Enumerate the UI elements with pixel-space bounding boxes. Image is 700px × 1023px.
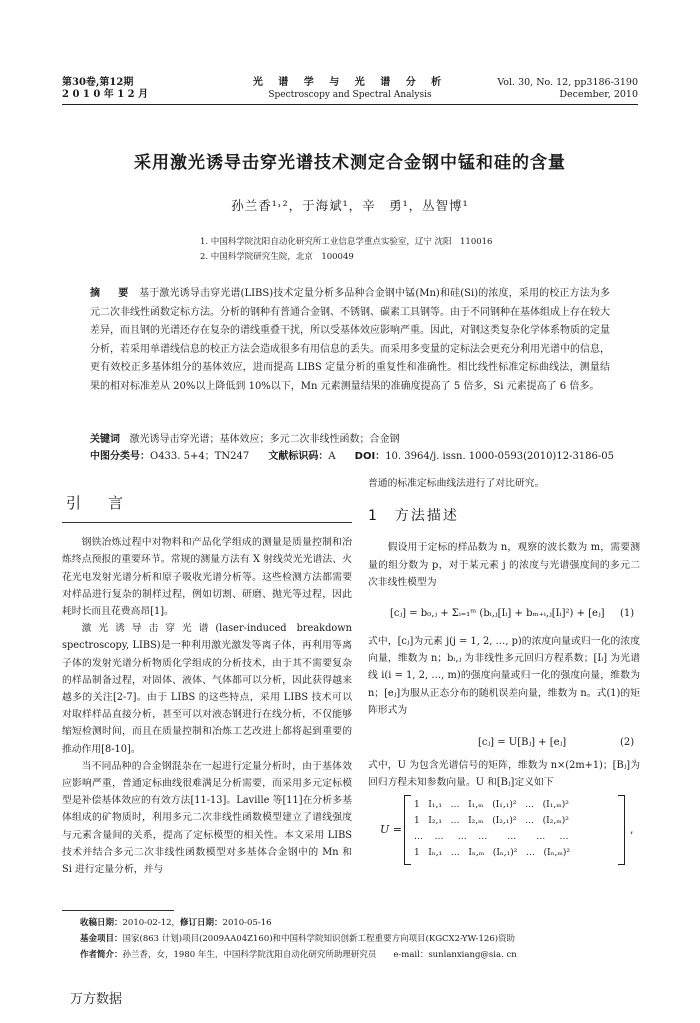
author-bio: 孙兰香，女，1980 年生，中国科学院沈阳自动化研究所助理研究员 e-mail：sunlanxiang@sia. cn bbox=[122, 950, 517, 960]
author-bio-label: 作者简介： bbox=[80, 950, 123, 960]
author-list: 孙兰香¹˒²，于海斌¹，辛 勇¹，丛智博¹ bbox=[231, 198, 469, 213]
abstract-text: 基于激光诱导击穿光谱(LIBS)技术定量分析多品种合金钢中锰(Mn)和硅(Si)的浓度，采用的校正方法为多元二次非线性函数定标方法。分析的钢种有普通合金钢、不锈钢、碳素工具钢等。由于不同钢种在基体组成上存在较大差异，而且钢的光谱还存在复杂的谱线重叠干扰，所以受基体效应影响严重。因此，对钢这类复杂化学体系物质的定量分析，若采用单谱线信息的校正方法会造成很多有用信息的丢失。而采用多变量的定标法会更充分利用光谱中的信息，更有效校正多基体组分的基体效应，进而提高 LIBS 定量分析的重复性和准确性。相比线性标准定标曲线法，测量结果的相对标准差从 20%以上降低到 10%以下，Mn 元素测量结果的准确度提高了 5 倍多，Si 元素提高了 6 倍多。 bbox=[90, 288, 610, 392]
section-heading-intro: 引 言 bbox=[66, 494, 130, 512]
affiliation-2: 2. 中国科学院研究生院，北京 100049 bbox=[200, 252, 354, 262]
matrix-right-bracket bbox=[618, 795, 625, 865]
header-date-cn: 2 0 1 0 年 1 2 月 bbox=[62, 89, 149, 100]
clc-code: O433. 5+4；TN247 bbox=[150, 451, 250, 462]
running-header bbox=[62, 77, 638, 105]
journal-name-cn: 光 谱 学 与 光 谱 分 析 bbox=[252, 77, 448, 88]
continued-text: 普通的标准定标曲线法进行了对比研究。 bbox=[368, 478, 545, 489]
fund-label: 基金项目： bbox=[80, 934, 123, 944]
revised-label: 修订日期： bbox=[180, 918, 223, 928]
right-column-top bbox=[368, 475, 640, 591]
intro-paragraph-2: 激光诱导击穿光谱(laser-induced breakdown spectroscopy, LIBS)是一种利用激光激发等离子体，再利用等离子体的发射光谱分析物质化学组成的分析技术，由于其不需要复杂的样品制备过程，对固体、液体、气体都可以分析，因此获得越来越多的关注[2-7]。由于 LIBS 的这些特点，采用 LIBS 技术可以对取样样品直接分析，甚至可以对液态钢进行在线分析，不仅能够缩短检测时间，而且在质量控制和冶炼工艺改进上都将起到重要的推动作用[8-10]。 bbox=[62, 623, 352, 755]
received-date: 2010-02-12， bbox=[122, 918, 181, 928]
revised-date: 2010-05-16 bbox=[222, 918, 272, 928]
section-heading-method: 1 方法描述 bbox=[368, 508, 459, 525]
header-vol-pages: Vol. 30, No. 12, pp3186-3190 bbox=[497, 77, 638, 88]
intro-paragraph-3: 当不同品种的合金钢混杂在一起进行定量分析时，由于基体效应影响严重，普通定标曲线很难满足分析需要，而采用多元定标模型是补偿基体效应的有效方法[11-13]。Laville 等[11]在分析多基体组成的矿物质时，利用多元二次非线性函数模型建立了谱线强度与元素含量间的关系，提高了定标模型的相关性。本文采用 LIBS 技术并结合多元二次非线性函数模型对多基体合金钢中的 Mn 和 Si 进行定量分析，并与 bbox=[62, 760, 352, 876]
footnote-author bbox=[80, 947, 638, 963]
affiliations bbox=[200, 235, 492, 265]
matrix-rows bbox=[414, 797, 570, 861]
matrix-row-4: 1 Iₙ,₁ … Iₙ,ₘ (Iₙ,₁)² … (Iₙ,ₘ)² bbox=[414, 848, 570, 858]
doi: 10. 3964/j. issn. 1000-0593(2010)12-3186-05 bbox=[385, 451, 614, 462]
footnotes bbox=[80, 915, 638, 963]
method-paragraph-3: 式中，U 为包含光谱信号的矩阵，维数为 n×(2m+1)；[Bⱼ]为回归方程未知参数向量。U 和[Bⱼ]定义如下 bbox=[368, 760, 640, 789]
intro-paragraph-1: 钢铁冶炼过程中对物料和产品化学组成的测量是质量控制和冶炼终点预报的重要环节。常规的测量方法有 X 射线荧光光谱法、火花光电发射光谱分析和原子吸收光谱分析等。这些检测方法都需要对样品进行复杂的制样过程，例如切割、研磨、抛光等过程，因此耗时长而且花费高昂[1]。 bbox=[62, 537, 352, 618]
header-date-en: December, 2010 bbox=[559, 89, 638, 100]
matrix-u bbox=[368, 795, 640, 865]
header-rule bbox=[62, 104, 638, 105]
keywords-text: 激光诱导击穿光谱；基体效应；多元二次非线性函数；合金钢 bbox=[129, 434, 400, 445]
equation-1: [cⱼ] = b₀,ⱼ + Σᵢ₌₁ᵐ (bᵢ,ⱼ[Iᵢ] + bₘ₊ᵢ,ⱼ[Iᵢ]²) + [eⱼ] bbox=[390, 608, 605, 619]
footnote-dates bbox=[80, 915, 638, 931]
watermark: 万方数据 bbox=[70, 992, 123, 1007]
affiliation-1: 1. 中国科学院沈阳自动化研究所工业信息学重点实验室，辽宁 沈阳 110016 bbox=[200, 237, 493, 247]
keywords bbox=[90, 431, 610, 448]
matrix-comma: , bbox=[630, 823, 634, 836]
received-label: 收稿日期： bbox=[80, 918, 123, 928]
doi-label: DOI： bbox=[354, 451, 386, 462]
equation-2-number: (2) bbox=[620, 737, 635, 748]
equation-2: [cⱼ] = U[Bⱼ] + [eⱼ] bbox=[478, 737, 567, 748]
journal-name-en: Spectroscopy and Spectral Analysis bbox=[268, 90, 432, 100]
header-right bbox=[497, 77, 638, 101]
equation-1-number: (1) bbox=[620, 608, 635, 619]
matrix-label: U = bbox=[380, 823, 402, 836]
section-rule bbox=[62, 522, 352, 523]
paper-title: 采用激光诱导击穿光谱技术测定合金钢中锰和硅的含量 bbox=[134, 153, 566, 173]
matrix-row-3: … … … … … … … bbox=[414, 832, 569, 842]
method-paragraph-2: 式中，[cⱼ]为元素 j(j = 1, 2, …, p)的浓度向量或归一化的浓度向量，维数为 n；bᵢ,ⱼ 为非线性多元回归方程系数；[Iᵢ] 为光谱线 i(i = 1, 2, …, m)的强度向量或归一化的强度向量，维数为 n；[eⱼ]为服从正态分布的随机误差向量，维数为 n。式(1)的矩阵形式为 bbox=[368, 636, 640, 716]
classification-line bbox=[90, 448, 614, 465]
left-column bbox=[62, 495, 352, 878]
footnote-rule bbox=[62, 910, 174, 911]
footnote-fund bbox=[80, 931, 638, 947]
abstract bbox=[90, 285, 610, 396]
doc-code-label: 文献标识码： bbox=[268, 451, 329, 462]
right-column-mid bbox=[368, 633, 640, 719]
header-volume-issue: 第30卷,第12期 bbox=[62, 77, 134, 88]
keywords-label: 关键词 bbox=[90, 434, 120, 445]
clc-label: 中图分类号： bbox=[90, 451, 150, 462]
fund-text: 国家(863 计划)项目(2009AA04Z160)和中国科学院知识创新工程重要方向项目(KGCX2-YW-126)资助 bbox=[122, 934, 516, 944]
matrix-row-1: 1 I₁,₁ … I₁,ₘ (I₁,₁)² … (I₁,ₘ)² bbox=[414, 800, 569, 810]
matrix-left-bracket bbox=[404, 795, 411, 865]
right-column-lower bbox=[368, 757, 640, 791]
doc-code: A bbox=[328, 451, 336, 462]
method-paragraph-1: 假设用于定标的样品数为 n，观察的波长数为 m，需要测量的组分数为 p，对于某元素 j 的浓度与光谱强度间的多元二次非线性模型为 bbox=[368, 542, 640, 588]
matrix-row-2: 1 I₂,₁ … I₂,ₘ (I₂,₁)² … (I₂,ₘ)² bbox=[414, 816, 569, 826]
abstract-label: 摘 要 bbox=[90, 288, 133, 299]
